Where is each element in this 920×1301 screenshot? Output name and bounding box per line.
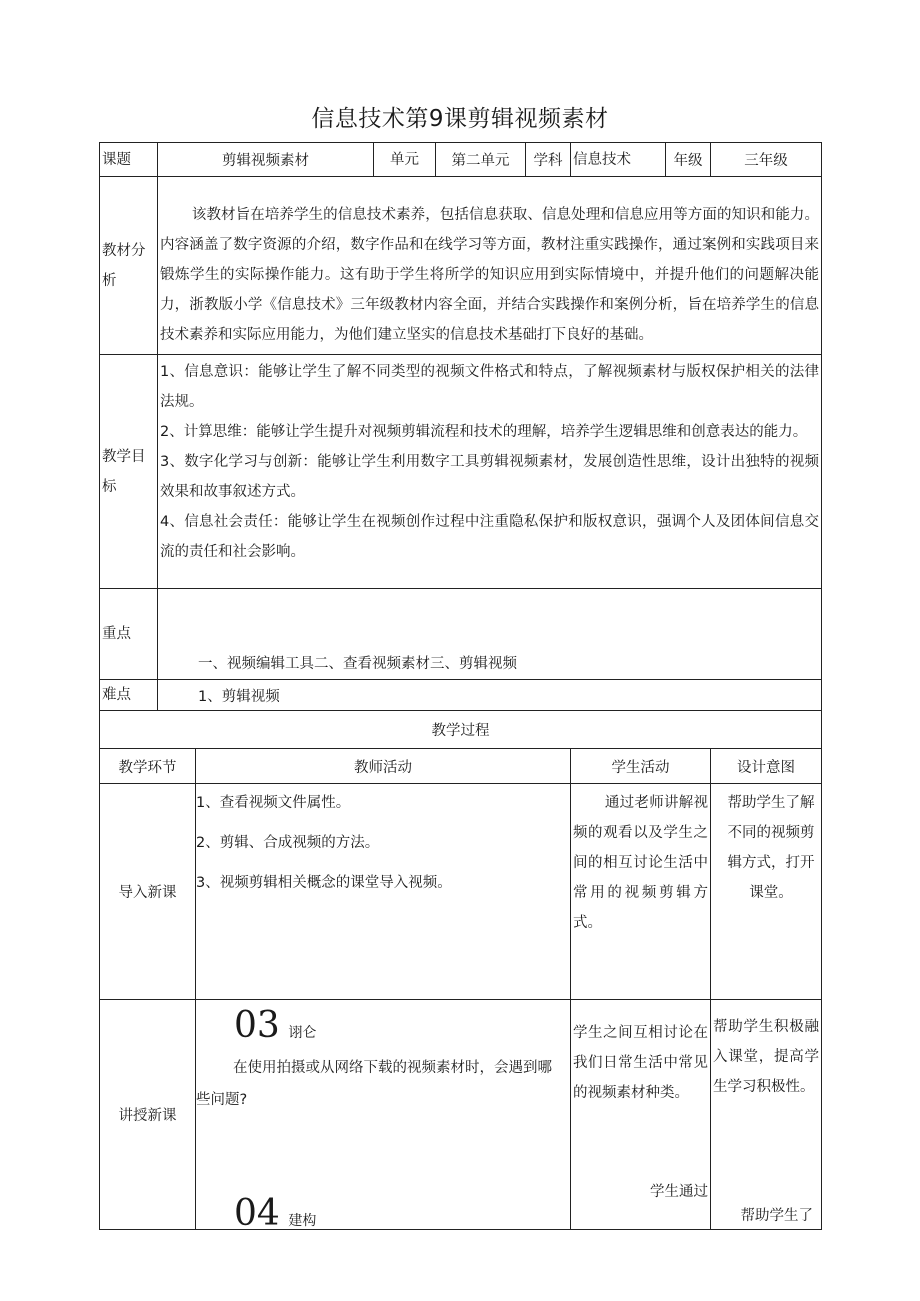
intro-teacher [196, 784, 571, 1000]
key-points-text: 一、视频编辑工具二、查看视频素材三、剪辑视频 [158, 589, 822, 680]
new-lesson-student-text2: 学生通过 [650, 1184, 708, 1200]
intro-intent: 帮助学生了解不同的视频剪辑方式，打开课堂。 [711, 784, 822, 1000]
new-lesson-row [100, 1000, 822, 1230]
intro-teacher-item: 2、剪辑、合成视频的方法。 [196, 835, 380, 851]
lesson-plan-table [99, 142, 822, 1234]
difficulty-label: 难点 [100, 680, 158, 711]
section-title: 建构 [288, 1213, 317, 1229]
intro-stage: 导入新课 [100, 784, 196, 1000]
section-number: 03 [234, 1005, 280, 1046]
new-lesson-student [571, 1000, 711, 1230]
unit-value: 第二单元 [436, 143, 526, 177]
goal-item: 1、信息意识：能够让学生了解不同类型的视频文件格式和特点，了解视频素材与版权保护相关的法律法规。 [160, 364, 819, 410]
key-points-row [100, 589, 822, 680]
new-lesson-intent [711, 1000, 822, 1230]
new-lesson-stage: 讲授新课 [100, 1000, 196, 1230]
col-header-student: 学生活动 [571, 749, 711, 784]
goals-row [100, 355, 822, 589]
new-lesson-teacher [196, 1000, 571, 1234]
process-title-row [100, 711, 822, 749]
new-lesson-intent-text2: 帮助学生了 [740, 1208, 813, 1224]
unit-label: 单元 [374, 143, 436, 177]
col-header-stage: 教学环节 [100, 749, 196, 784]
section-title: 诩仑 [288, 1025, 317, 1041]
difficulty-row [100, 680, 822, 711]
process-header-row [100, 749, 822, 784]
goals-list [158, 355, 822, 589]
intro-teacher-item: 1、查看视频文件属性。 [196, 795, 351, 811]
analysis-text: 该教材旨在培养学生的信息技术素养，包括信息获取、信息处理和信息应用等方面的知识和能力。内容涵盖了数字资源的介绍，数字作品和在线学习等方面，教材注重实践操作，通过案例和实践项目来锻炼学生的实际操作能力。这有助于学生将所学的知识应用到实际情境中，并提升他们的问题解决能力，浙教版小学《信息技术》三年级教材内容全面，并结合实践操作和案例分析，旨在培养学生的信息技术素养和实际应用能力，为他们建立坚实的信息技术基础打下良好的基础。 [158, 177, 822, 355]
page-title: 信息技术第9课剪辑视频素材 [311, 106, 609, 132]
goal-item: 3、数字化学习与创新：能够让学生利用数字工具剪辑视频素材，发展创造性思维，设计出独特的视频效果和故事叙述方式。 [160, 454, 819, 500]
header-row [100, 143, 822, 177]
grade-value: 三年级 [711, 143, 822, 177]
goal-item: 4、信息社会责任：能够让学生在视频创作过程中注重隐私保护和版权意识，强调个人及团体间信息交流的责任和社会影响。 [160, 514, 819, 560]
section-number: 04 [234, 1193, 280, 1234]
col-header-teacher: 教师活动 [196, 749, 571, 784]
topic-value: 剪辑视频素材 [158, 143, 374, 177]
section-text: 在使用拍摄或从网络下载的视频素材时，会遇到哪些问题? [196, 1060, 552, 1108]
intro-teacher-item: 3、视频剪辑相关概念的课堂导入视频。 [196, 875, 452, 891]
new-lesson-student-text: 学生之间互相讨论在我们日常生活中常见的视频素材种类。 [573, 1025, 708, 1101]
process-title: 教学过程 [100, 711, 822, 749]
grade-label: 年级 [666, 143, 711, 177]
analysis-label: 教材分析 [100, 177, 158, 355]
goal-item: 2、计算思维：能够让学生提升对视频剪辑流程和技术的理解，培养学生逻辑思维和创意表达的能力。 [160, 424, 808, 440]
new-lesson-intent-text: 帮助学生积极融入课堂，提高学生学习积极性。 [713, 1019, 819, 1095]
intro-student: 通过老师讲解视频的观看以及学生之间的相互讨论生活中常用的视频剪辑方式。 [571, 784, 711, 1000]
key-points-label: 重点 [100, 589, 158, 680]
subject-label: 学科 [526, 143, 571, 177]
col-header-intent: 设计意图 [711, 749, 822, 784]
topic-label: 课题 [100, 143, 158, 177]
analysis-row [100, 177, 822, 355]
goals-label: 教学目标 [100, 355, 158, 589]
difficulty-text: 1、剪辑视频 [158, 680, 822, 711]
subject-value: 信息技术 [571, 143, 666, 177]
intro-row [100, 784, 822, 1000]
